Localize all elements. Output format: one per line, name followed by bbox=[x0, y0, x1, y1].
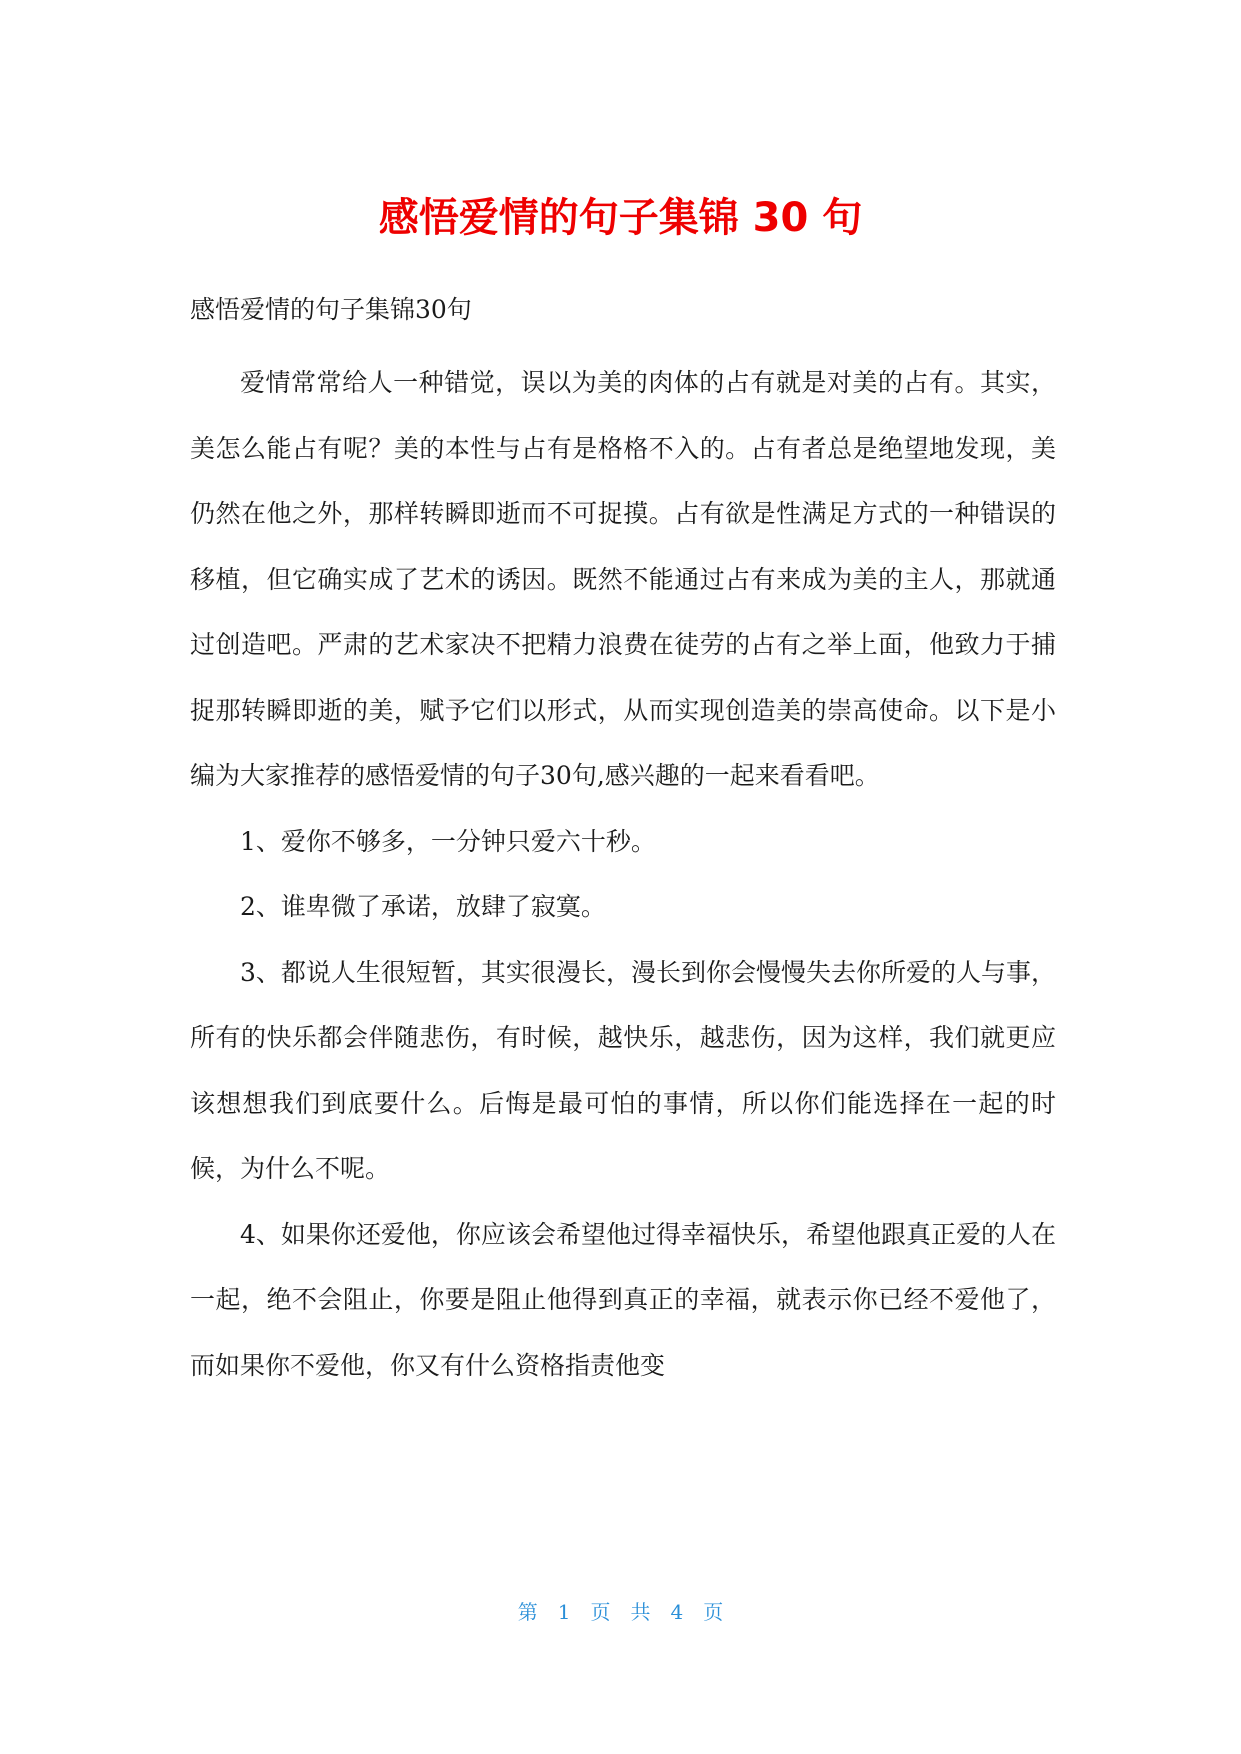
document-body bbox=[190, 350, 1056, 1398]
document-subtitle: 感悟爱情的句子集锦30句 bbox=[190, 295, 472, 324]
footer-page-unit: 页 bbox=[590, 1600, 611, 1624]
page-footer bbox=[0, 1596, 1241, 1625]
footer-total-unit: 页 bbox=[703, 1600, 724, 1624]
intro-paragraph: 爱情常常给人一种错觉，误以为美的肉体的占有就是对美的占有。其实，美怎么能占有呢？美的本性与占有是格格不入的。占有者总是绝望地发现，美仍然在他之外，那样转瞬即逝而不可捉摸。占有欲是性满足方式的一种错误的移植，但它确实成了艺术的诱因。既然不能通过占有来成为美的主人，那就通过创造吧。严肃的艺术家决不把精力浪费在徒劳的占有之举上面，他致力于捕捉那转瞬即逝的美，赋予它们以形式，从而实现创造美的崇高使命。以下是小编为大家推荐的感悟爱情的句子30句,感兴趣的一起来看看吧。 bbox=[190, 368, 1056, 790]
quote-paragraph-3: 3、都说人生很短暂，其实很漫长，漫长到你会慢慢失去你所爱的人与事，所有的快乐都会伴随悲伤，有时候，越快乐，越悲伤，因为这样，我们就更应该想想我们到底要什么。后悔是最可怕的事情，所以你们能选择在一起的时候，为什么不呢。 bbox=[190, 957, 1056, 1183]
quote-paragraph-2: 2、谁卑微了承诺，放肆了寂寞。 bbox=[240, 892, 606, 921]
document-title: 感悟爱情的句子集锦 30 句 bbox=[378, 195, 863, 241]
footer-total-pages: 4 bbox=[670, 1600, 684, 1624]
quote-paragraph-4: 4、如果你还爱他，你应该会希望他过得幸福快乐，希望他跟真正爱的人在一起，绝不会阻止，你要是阻止他得到真正的幸福，就表示你已经不爱他了，而如果你不爱他，你又有什么资格指责他变 bbox=[190, 1219, 1056, 1380]
footer-total-label: 共 bbox=[630, 1600, 651, 1624]
footer-page-label: 第 bbox=[517, 1600, 538, 1624]
quote-paragraph-1: 1、爱你不够多，一分钟只爱六十秒。 bbox=[240, 826, 656, 856]
footer-page-number: 1 bbox=[557, 1600, 571, 1624]
